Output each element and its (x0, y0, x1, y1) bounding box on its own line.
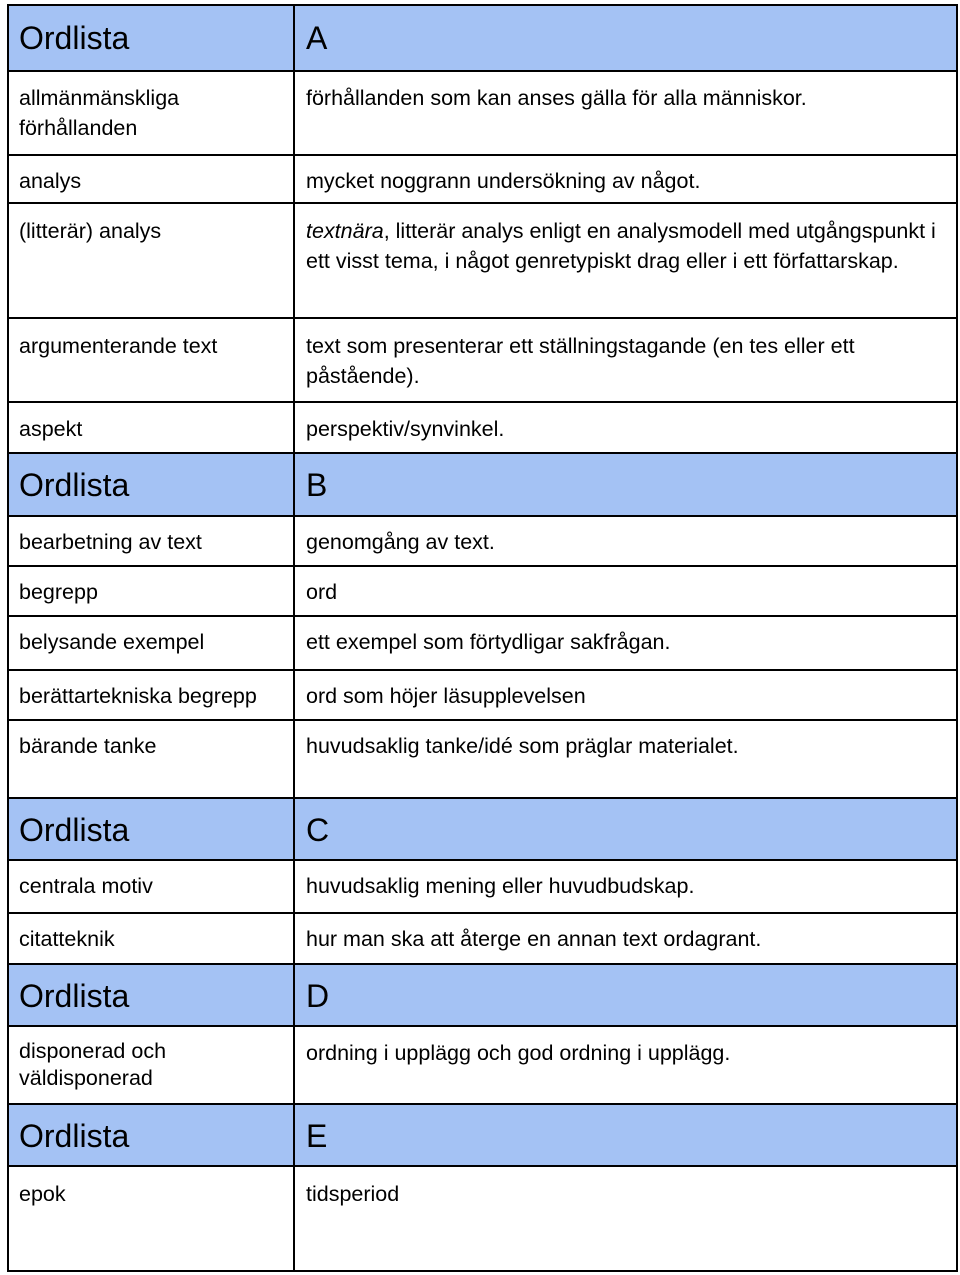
table-row (7, 318, 958, 402)
section-letter: C (306, 811, 330, 848)
term: begrepp (19, 580, 98, 604)
table-row (7, 913, 958, 964)
term: centrala motiv (19, 874, 153, 898)
definition: hur man ska att återge en annan text ordagrant. (306, 927, 762, 951)
term: aspekt (19, 417, 83, 441)
table-row (7, 616, 958, 670)
section-letter: D (306, 977, 330, 1014)
section-letter: E (306, 1117, 328, 1154)
row-divider (7, 963, 958, 965)
row-divider (7, 719, 958, 721)
glossary-label: Ordlista (19, 1117, 130, 1154)
row-divider (7, 565, 958, 567)
row-divider (7, 70, 958, 72)
column-divider (293, 4, 295, 1272)
term: disponerad och väldisponerad (19, 1039, 167, 1090)
table-row (7, 720, 958, 798)
row-divider (7, 1025, 958, 1027)
table-border-right (956, 4, 958, 1272)
table-row (7, 402, 958, 453)
table-border-left (7, 4, 9, 1272)
section-letter: B (306, 467, 328, 503)
table-row (7, 516, 958, 566)
glossary-table (7, 4, 958, 1272)
definition (294, 203, 958, 318)
term: argumenterande text (19, 334, 218, 358)
definition-emphasis: textnära (306, 219, 384, 243)
row-divider (7, 515, 958, 517)
glossary-label: Ordlista (19, 977, 130, 1014)
table-row (7, 566, 958, 616)
table-row (7, 203, 958, 318)
term: bärande tanke (19, 734, 157, 758)
section-letter: A (306, 20, 328, 56)
glossary-label: Ordlista (19, 811, 130, 848)
term: analys (19, 169, 82, 193)
definition: tidsperiod (306, 1182, 400, 1206)
definition: genomgång av text. (306, 530, 495, 554)
section-header-b (7, 453, 958, 516)
term: allmänmänskliga förhållanden (19, 86, 180, 140)
definition: mycket noggrann undersökning av något. (306, 169, 701, 193)
term: epok (19, 1182, 66, 1206)
definition: ordning i upplägg och god ordning i upplägg. (306, 1041, 731, 1065)
glossary-label: Ordlista (19, 467, 130, 503)
row-divider (7, 401, 958, 403)
section-header-e (7, 1104, 958, 1166)
table-row (7, 1166, 958, 1272)
term: bearbetning av text (19, 530, 202, 554)
table-row (7, 155, 958, 203)
term: citatteknik (19, 927, 115, 951)
definition: perspektiv/synvinkel. (306, 417, 505, 441)
definition-text: , litterär analys enligt en analysmodell med utgångspunkt i ett visst tema, i något genretypiskt drag eller i ett författarskap. (306, 219, 936, 273)
definition: ord som höjer läsupplevelsen (306, 684, 586, 708)
definition: ord (306, 580, 338, 604)
row-divider (7, 859, 958, 861)
term: berättartekniska begrepp (19, 684, 257, 708)
definition: text som presenterar ett ställningstagande (en tes eller ett påstående). (306, 334, 855, 388)
glossary-label: Ordlista (19, 20, 130, 56)
table-border-bottom (7, 1270, 958, 1272)
table-row (7, 1026, 958, 1104)
row-divider (7, 615, 958, 617)
row-divider (7, 797, 958, 799)
row-divider (7, 1165, 958, 1167)
definition: huvudsaklig mening eller huvudbudskap. (306, 874, 695, 898)
row-divider (7, 452, 958, 454)
term: belysande exempel (19, 630, 205, 654)
section-header-d (7, 964, 958, 1026)
table-row (7, 860, 958, 913)
section-header-c (7, 798, 958, 860)
row-divider (7, 1103, 958, 1105)
section-header-a (7, 4, 958, 71)
row-divider (7, 912, 958, 914)
row-divider (7, 669, 958, 671)
table-row (7, 670, 958, 720)
row-divider (7, 4, 958, 6)
definition: förhållanden som kan anses gälla för alla människor. (306, 86, 807, 110)
row-divider (7, 202, 958, 204)
definition: huvudsaklig tanke/idé som präglar materialet. (306, 734, 739, 758)
row-divider (7, 317, 958, 319)
table-row (7, 71, 958, 155)
row-divider (7, 154, 958, 156)
term: (litterär) analys (19, 219, 162, 243)
definition: ett exempel som förtydligar sakfrågan. (306, 630, 671, 654)
